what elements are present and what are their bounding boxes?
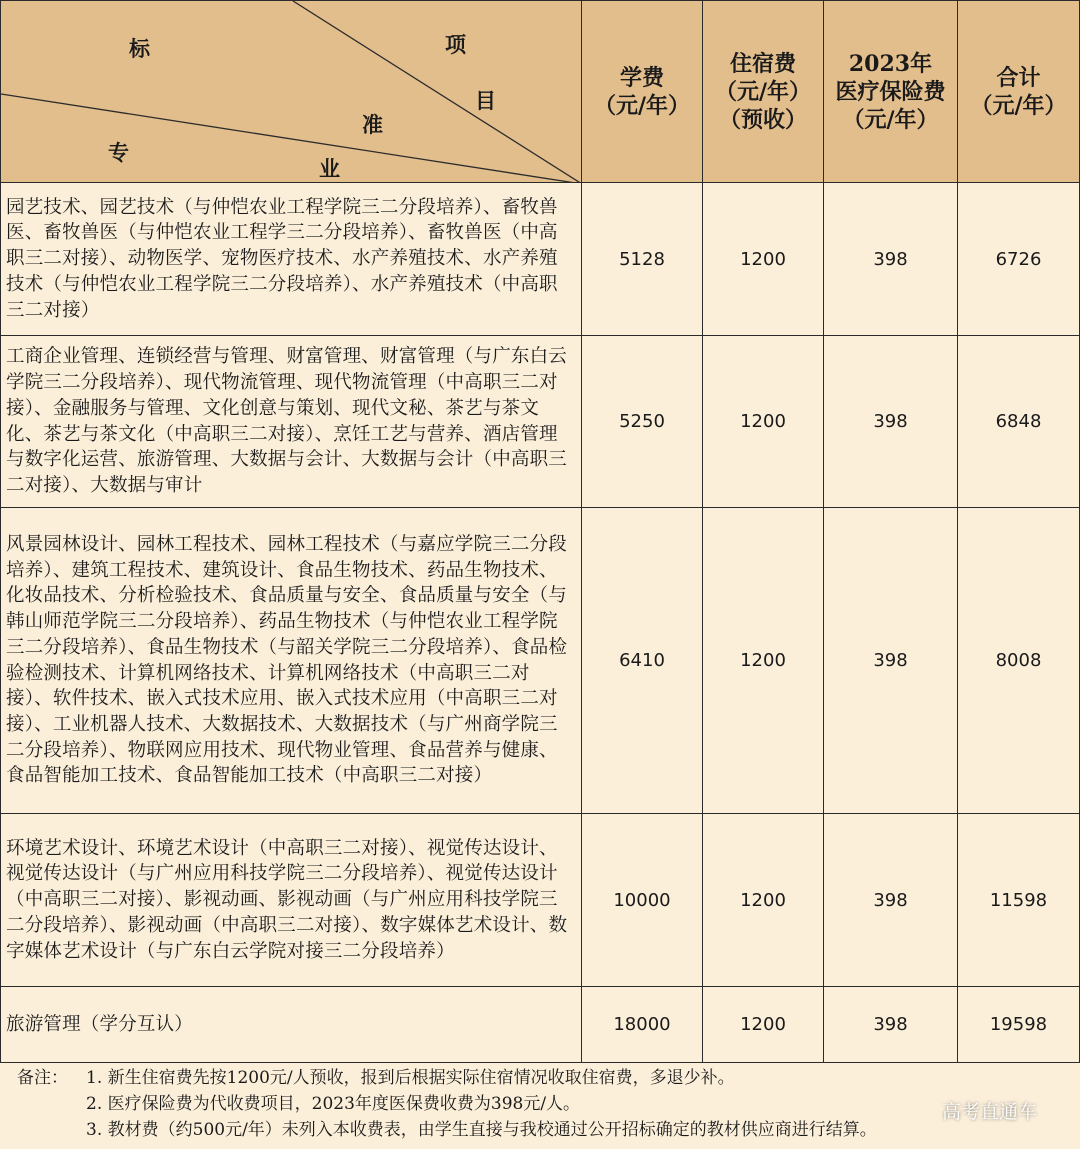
table-row — [1, 508, 1080, 814]
total-cell: 8008 — [958, 508, 1080, 814]
header-label-zhuan: 专 — [108, 140, 129, 165]
watermark: 高考直通车 — [942, 1101, 1038, 1123]
tuition-cell: 10000 — [582, 814, 703, 987]
accommodation-cell: 1200 — [703, 987, 824, 1063]
total-cell: 6848 — [958, 336, 1080, 508]
table-row — [1, 987, 1080, 1063]
accommodation-header-unit: （元/年） — [714, 78, 812, 105]
note-line: 3. 教材费（约500元/年）未列入本收费表，由学生直接与我校通过公开招标确定的教材供应商进行结算。 — [86, 1120, 877, 1140]
majors-cell: 环境艺术设计、环境艺术设计（中高职三二对接）、视觉传达设计、视觉传达设计（与广州应用科技学院三二分段培养）、视觉传达设计（中高职三二对接）、影视动画、影视动画（与广州应用科技学院三二分段培养）、影视动画（中高职三二对接）、数字媒体艺术设计、数字媒体艺术设计（与广东白云学院对接三二分段培养） — [1, 814, 582, 987]
tuition-cell: 18000 — [582, 987, 703, 1063]
tuition-cell: 5250 — [582, 336, 703, 508]
insurance-cell: 398 — [824, 987, 958, 1063]
insurance-cell: 398 — [824, 814, 958, 987]
accommodation-header-note: （预收） — [718, 106, 807, 133]
majors-cell: 旅游管理（学分互认） — [1, 987, 582, 1063]
tuition-cell: 5128 — [582, 183, 703, 336]
total-cell: 6726 — [958, 183, 1080, 336]
header-label-ye: 业 — [319, 156, 340, 181]
total-cell: 11598 — [958, 814, 1080, 987]
accommodation-cell: 1200 — [703, 336, 824, 508]
diagonal-header-cell — [1, 1, 582, 183]
majors-cell: 工商企业管理、连锁经营与管理、财富管理、财富管理（与广东白云学院三二分段培养）、现代物流管理、现代物流管理（中高职三二对接）、金融服务与管理、文化创意与策划、现代文秘、茶艺与茶文化、茶艺与茶文化（中高职三二对接）、烹饪工艺与营养、酒店管理与数字化运营、旅游管理、大数据与会计、大数据与会计（中高职三二对接）、大数据与审计 — [1, 336, 582, 508]
accommodation-cell: 1200 — [703, 183, 824, 336]
total-cell: 19598 — [958, 987, 1080, 1063]
accommodation-cell: 1200 — [703, 508, 824, 814]
note-line: 2. 医疗保险费为代收费项目，2023年度医保费收费为398元/人。 — [86, 1094, 581, 1114]
tuition-header-title: 学费 — [619, 64, 664, 91]
tuition-cell: 6410 — [582, 508, 703, 814]
insurance-header-year: 2023年 — [848, 50, 933, 77]
notes-section — [0, 1062, 1080, 1149]
insurance-cell: 398 — [824, 336, 958, 508]
note-line: 1. 新生住宿费先按1200元/人预收，报到后根据实际住宿情况收取住宿费，多退少补。 — [86, 1068, 735, 1088]
insurance-cell: 398 — [824, 183, 958, 336]
accommodation-header — [703, 1, 824, 183]
insurance-header-unit: （元/年） — [842, 106, 939, 133]
total-header-title: 合计 — [996, 64, 1041, 91]
table-row — [1, 814, 1080, 987]
total-header-unit: （元/年） — [970, 92, 1067, 119]
tuition-header-unit: （元/年） — [593, 92, 691, 119]
tuition-header — [582, 1, 703, 183]
majors-cell: 园艺技术、园艺技术（与仲恺农业工程学院三二分段培养）、畜牧兽医、畜牧兽医（与仲恺农业工程学三二分段培养）、畜牧兽医（中高职三二对接）、动物医学、宠物医疗技术、水产养殖技术、水产养殖技术（与仲恺农业工程学院三二分段培养）、水产养殖技术（中高职三二对接） — [1, 183, 582, 336]
accommodation-cell: 1200 — [703, 814, 824, 987]
insurance-header — [824, 1, 958, 183]
header-label-xiang: 项 — [445, 32, 466, 57]
header-label-mu: 目 — [475, 88, 496, 113]
table-row — [1, 183, 1080, 336]
accommodation-header-title: 住宿费 — [729, 50, 796, 77]
insurance-header-title: 医疗保险费 — [835, 78, 946, 105]
total-header — [958, 1, 1080, 183]
table-row — [1, 336, 1080, 508]
notes-label: 备注： — [17, 1068, 68, 1088]
header-label-biao: 标 — [129, 36, 150, 61]
majors-cell: 风景园林设计、园林工程技术、园林工程技术（与嘉应学院三二分段培养）、建筑工程技术、建筑设计、食品生物技术、药品生物技术、化妆品技术、分析检验技术、食品质量与安全、食品质量与安全（与韩山师范学院三二分段培养）、药品生物技术（与仲恺农业工程学院三二分段培养）、食品生物技术（与韶关学院三二分段培养）、食品检验检测技术、计算机网络技术、计算机网络技术（中高职三二对接）、软件技术、嵌入式技术应用、嵌入式技术应用（中高职三二对接）、工业机器人技术、大数据技术、大数据技术（与广州商学院三二分段培养）、物联网应用技术、现代物业管理、食品营养与健康、食品智能加工技术、食品智能加工技术（中高职三二对接） — [1, 508, 582, 814]
insurance-cell: 398 — [824, 508, 958, 814]
header-label-zhun: 准 — [362, 112, 383, 137]
header-row — [1, 1, 1080, 183]
